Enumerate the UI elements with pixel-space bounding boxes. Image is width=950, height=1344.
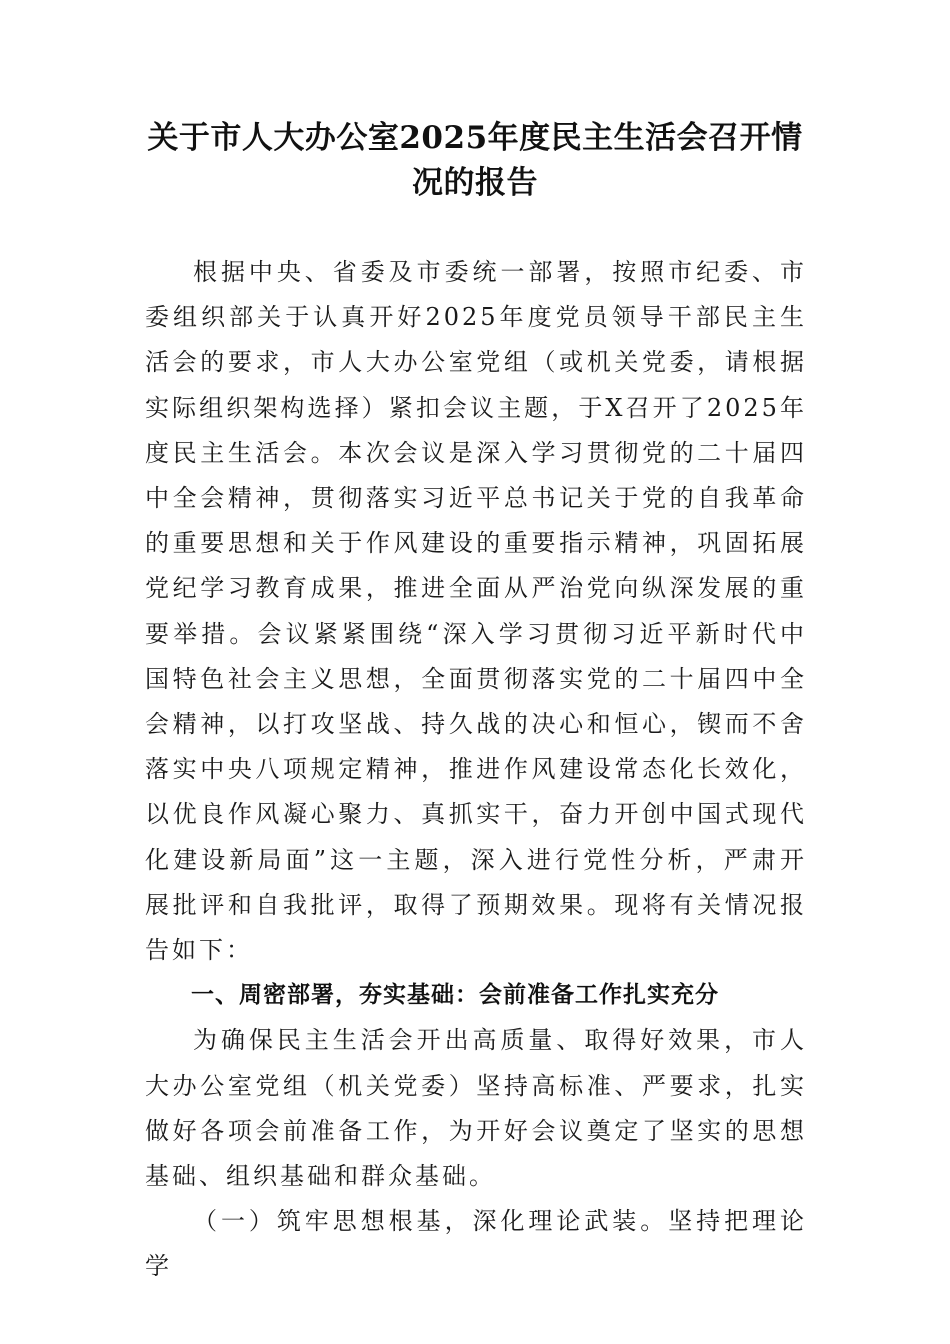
section-heading-1: 一、周密部署，夯实基础：会前准备工作扎实充分 [191, 982, 719, 1009]
document-title: 关于市人大办公室2025年度民主生活会召开情况的报告 [147, 120, 803, 201]
subsection-1-paragraph: （一）筑牢思想根基，深化理论武装。坚持把理论学 [145, 1207, 807, 1281]
section-1-paragraph: 为确保民主生活会开出高质量、取得好效果，市人大办公室党组（机关党委）坚持高标准、严要求，扎实做好各项会前准备工作，为开好会议奠定了坚实的思想基础、组织基础和群众基础。 [145, 1026, 807, 1191]
intro-paragraph: 根据中央、省委及市委统一部署，按照市纪委、市委组织部关于认真开好2025年度党员领导干部民主生活会的要求，市人大办公室党组（或机关党委，请根据实际组织架构选择）紧扣会议主题，于X召开了2025年度民主生活会。本次会议是深入学习贯彻党的二十届四中全会精神，贯彻落实习近平总书记关于党的自我革命的重要思想和关于作风建设的重要指示精神，巩固拓展党纪学习教育成果，推进全面从严治党向纵深发展的重要举措。会议紧紧围绕“深入学习贯彻习近平新时代中国特色社会主义思想，全面贯彻落实党的二十届四中全会精神，以打攻坚战、持久战的决心和恒心，锲而不舍落实中央八项规定精神，推进作风建设常态化长效化，以优良作风凝心聚力、真抓实干，奋力开创中国式现代化建设新局面”这一主题，深入进行党性分析，严肃开展批评和自我批评，取得了预期效果。现将有关情况报告如下： [145, 258, 807, 965]
document-body [145, 250, 807, 1290]
